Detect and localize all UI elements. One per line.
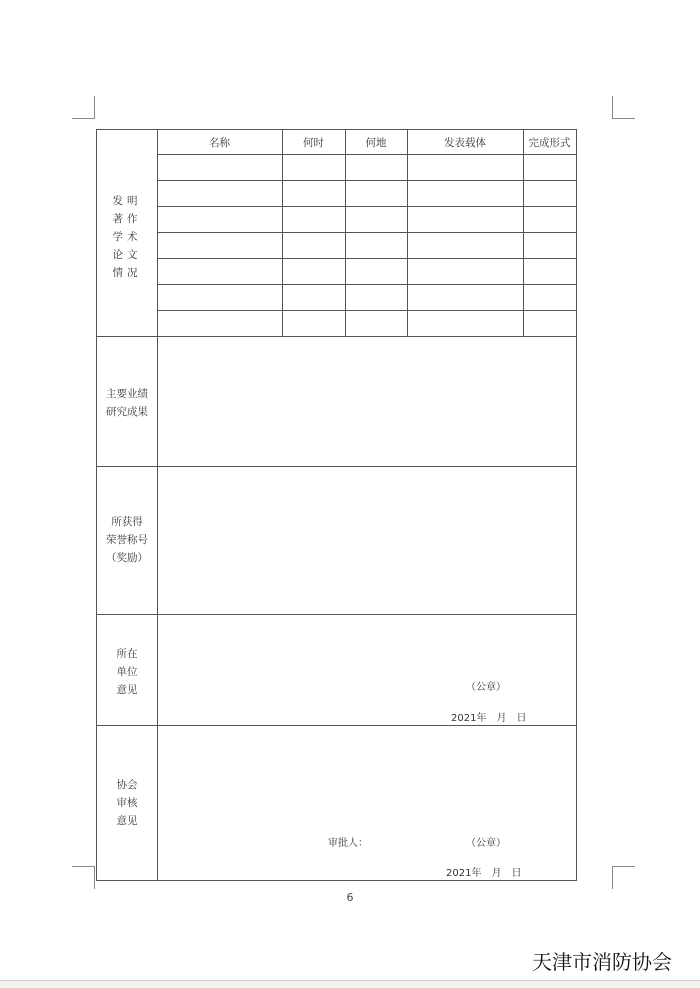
label-achievements: 主要业绩 研究成果 <box>106 388 148 418</box>
header-completion: 完成形式 <box>528 137 571 149</box>
header-publication: 发表载体 <box>444 137 486 149</box>
page-number: 6 <box>346 891 354 904</box>
section-separator <box>96 614 577 615</box>
works-row-line <box>157 284 577 285</box>
works-row-line <box>157 206 577 207</box>
association-seal-text: （公章） <box>466 838 506 849</box>
watermark-text: 天津市消防协会 <box>532 950 672 974</box>
label-unit-opinion: 所在 单位 意见 <box>116 648 138 696</box>
header-when: 何时 <box>303 137 324 149</box>
approver-label: 审批人： <box>328 838 368 849</box>
header-name: 名称 <box>209 137 230 149</box>
unit-seal-text: （公章） <box>466 682 506 693</box>
section-separator <box>96 466 577 467</box>
works-row-line <box>157 180 577 181</box>
col-divider-1 <box>282 129 283 337</box>
works-row-line <box>157 258 577 259</box>
table-border-right <box>576 129 577 881</box>
label-association-opinion: 协会 审核 意见 <box>116 779 138 827</box>
crop-mark-bottom-right <box>612 866 635 889</box>
label-column-divider <box>157 129 158 881</box>
works-row-line <box>157 310 577 311</box>
section-separator <box>96 336 577 337</box>
col-divider-4 <box>523 129 524 337</box>
works-row-line <box>157 154 577 155</box>
section-separator <box>96 725 577 726</box>
header-where: 何地 <box>365 137 387 149</box>
label-honors: 所获得 荣誉称号 （奖励） <box>106 516 148 564</box>
crop-mark-bottom-left <box>72 866 95 889</box>
table-border-bottom <box>96 880 577 881</box>
works-row-line <box>157 232 577 233</box>
crop-mark-top-right <box>612 96 635 119</box>
association-date-text: 2021年 月 日 <box>446 868 522 879</box>
crop-mark-top-left <box>72 96 95 119</box>
unit-date-text: 2021年 月 日 <box>451 713 527 724</box>
label-works: 发明 著作 学术 论文 情况 <box>112 195 142 279</box>
col-divider-2 <box>345 129 346 337</box>
col-divider-3 <box>407 129 408 337</box>
table-border-top <box>96 129 577 130</box>
